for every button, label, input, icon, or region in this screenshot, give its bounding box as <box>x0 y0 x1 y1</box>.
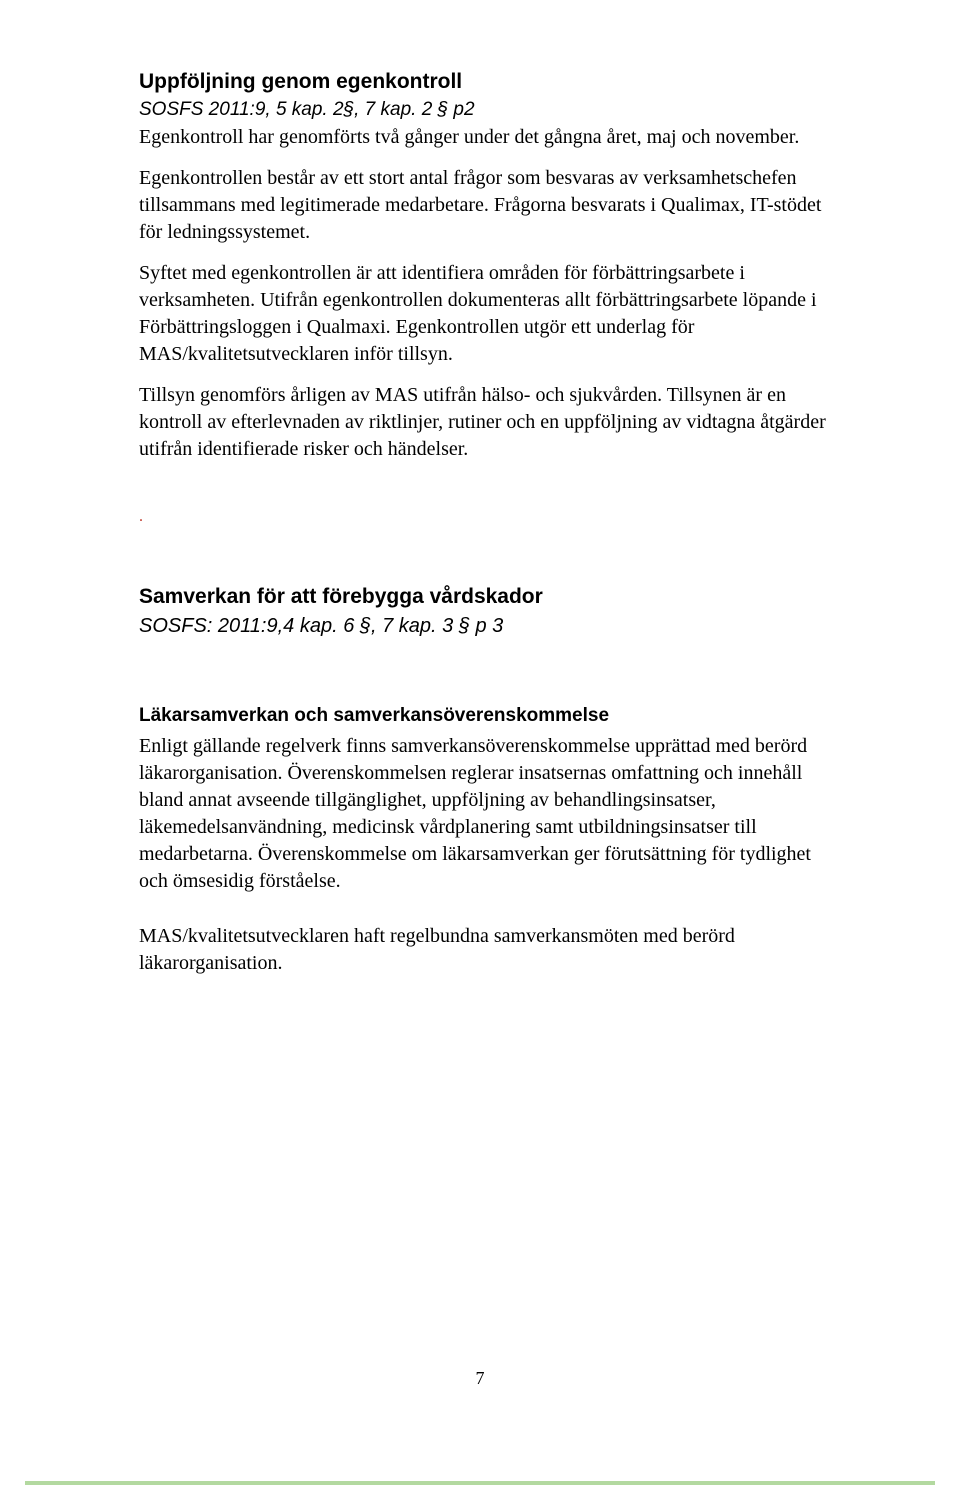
regulation-reference: SOSFS 2011:9, 5 kap. 2§, 7 kap. 2 § p2 <box>139 99 475 120</box>
page-content <box>139 68 829 977</box>
paragraph: Syftet med egenkontrollen är att identifiera områden för förbättringsarbete i verksamheten. Utifrån egenkontrollen dokumenteras allt förbättringsarbete löpande i Förbättringsloggen i Qualmaxi. Egenkontrollen utgör ett underlag för MAS/kvalitetsutvecklaren inför tillsyn. <box>139 262 817 365</box>
page-number: 7 <box>475 1368 485 1388</box>
paragraph: Egenkontroll har genomförts två gånger under det gångna året, maj och november. <box>139 126 800 148</box>
paragraph: Enligt gällande regelverk finns samverkansöverenskommelse upprättad med berörd läkarorganisation. Överenskommelsen reglerar insatsernas omfattning och innehåll bland annat avseende tillgänglighet, uppföljning av behandlingsinsatser, läkemedelsanvändning, medicinsk vårdplanering samt utbildningsinsatser till medarbetarna. Överenskommelse om läkarsamverkan ger förutsättning för tydlighet och ömsesidig förståelse. <box>139 735 811 892</box>
separator-dot: . <box>139 508 143 525</box>
paragraph: Egenkontrollen består av ett stort antal frågor som besvaras av verksamhetschefen tillsammans med legitimerade medarbetare. Frågorna besvarats i Qualimax, IT-stödet för ledningssystemet. <box>139 167 822 243</box>
section-heading-lakarsamverkan: Läkarsamverkan och samverkansöverenskommelse <box>139 705 610 726</box>
section-heading-egenkontroll: Uppföljning genom egenkontroll <box>139 70 463 93</box>
footer-rule <box>25 1481 935 1485</box>
regulation-reference: SOSFS: 2011:9,4 kap. 6 §, 7 kap. 3 § p 3 <box>139 615 504 637</box>
paragraph: Tillsyn genomförs årligen av MAS utifrån hälso- och sjukvården. Tillsynen är en kontroll av efterlevnaden av riktlinjer, rutiner och en uppföljning av vidtagna åtgärder utifrån identifierade risker och händelser. <box>139 384 826 460</box>
section-heading-samverkan: Samverkan för att förebygga vårdskador <box>139 585 543 608</box>
paragraph: MAS/kvalitetsutvecklaren haft regelbundna samverkansmöten med berörd läkarorganisation. <box>139 925 735 974</box>
